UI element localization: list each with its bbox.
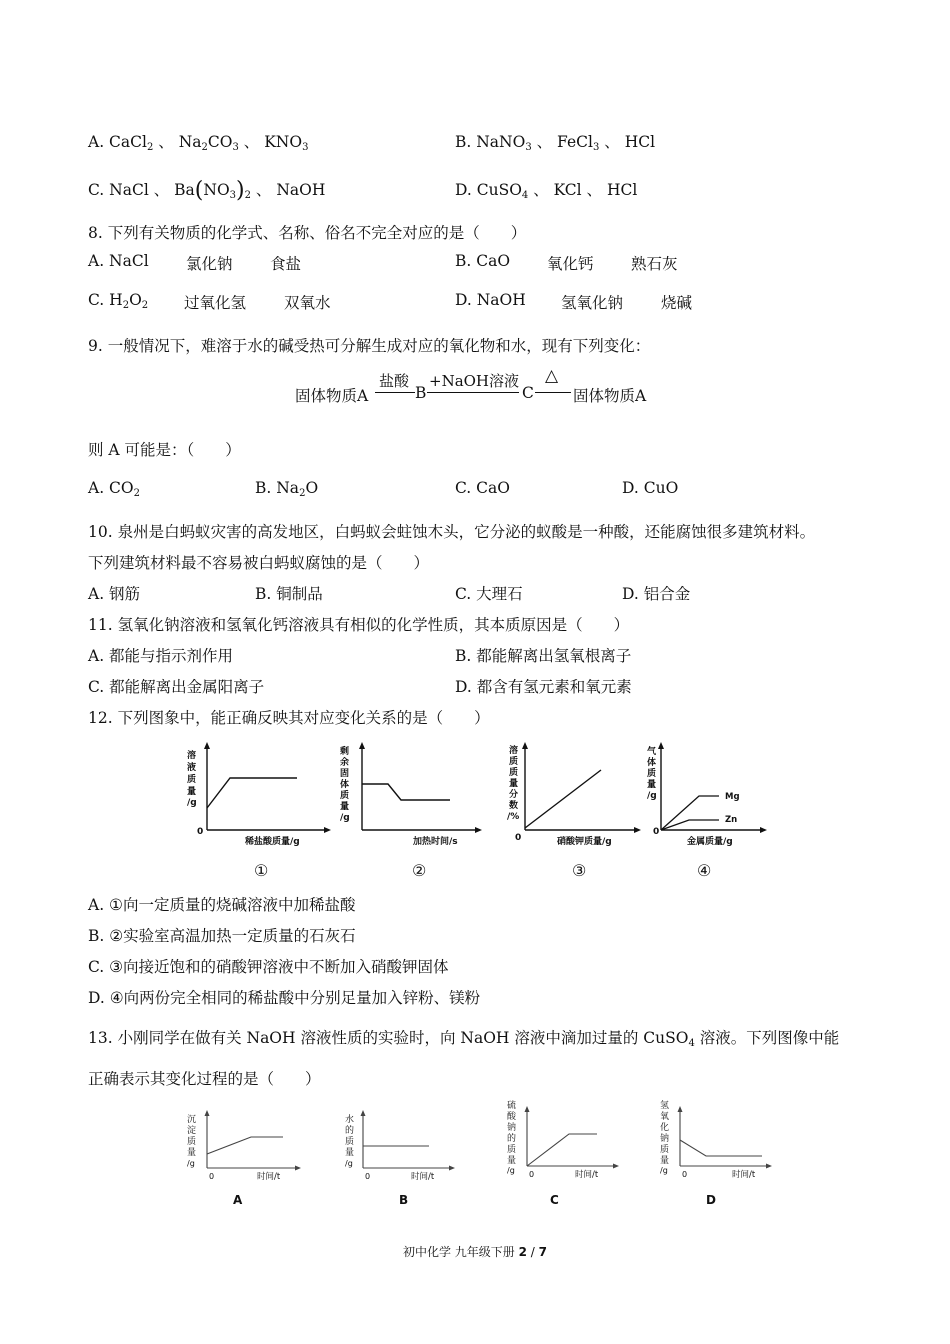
svg-text:数: 数	[509, 801, 519, 811]
q12-caption-2: ②	[412, 861, 427, 880]
x-axis-label: 时间/t	[411, 1172, 435, 1182]
q10-option-d: D. 铝合金	[622, 585, 691, 603]
svg-text:量: 量	[647, 780, 657, 790]
svg-text:的: 的	[345, 1126, 355, 1136]
origin-label: 0	[529, 1170, 535, 1179]
q12-option-d: D. ④向两份完全相同的稀盐酸中分别足量加入锌粉、镁粉	[88, 989, 481, 1007]
origin-label: 0	[209, 1172, 215, 1181]
x-axis-label: 时间/t	[732, 1170, 756, 1180]
q12-option-a: A. ①向一定质量的烧碱溶液中加稀盐酸	[88, 896, 356, 914]
origin-label: 0	[653, 827, 660, 837]
svg-text:量: 量	[660, 1156, 670, 1166]
svg-text:质: 质	[340, 791, 350, 801]
q9-option-b: B. $Na_2O$	[255, 479, 319, 499]
svg-text:淀: 淀	[187, 1126, 197, 1136]
series-label-zn: Zn	[725, 815, 738, 825]
svg-text:/g: /g	[187, 1159, 195, 1168]
q7-option-c: C. NaCl 、 $Ba(NO_3)_2$ 、 NaOH	[88, 178, 326, 203]
q11-option-c: C. 都能解离出金属阳离子	[88, 678, 265, 696]
q8-option-a: A. NaCl 氯化钠 食盐	[88, 252, 302, 273]
svg-text:/g: /g	[345, 1159, 353, 1168]
q9-option-a: A. $CO_2$	[88, 479, 140, 499]
q12-caption-3: ③	[572, 861, 587, 880]
q9-option-d: D. CuO	[622, 479, 679, 497]
svg-text:体: 体	[340, 780, 350, 790]
q7-option-a: A. CaCl$_2$ 、 $Na_2CO_3$ 、 $KNO_3$	[88, 133, 309, 153]
graph-caption: A	[233, 1193, 243, 1207]
q9-option-c: C. CaO	[455, 479, 510, 497]
svg-text:质: 质	[509, 757, 519, 767]
svg-text:钠: 钠	[507, 1123, 517, 1133]
q9-reaction-scheme: 固体物质A 盐酸 B +NaOH溶液 C △ 固体物质A	[295, 366, 647, 405]
x-axis-label: 稀盐酸质量/g	[245, 837, 300, 847]
svg-text:质: 质	[187, 775, 197, 785]
q12-caption-4: ④	[697, 861, 712, 880]
q13-graph-b	[343, 1108, 483, 1208]
q12-option-c: C. ③向接近饱和的硝酸钾溶液中不断加入硝酸钾固体	[88, 958, 449, 976]
svg-text:量: 量	[340, 802, 350, 812]
origin-label: 0	[365, 1172, 371, 1181]
page-total: 7	[538, 1245, 548, 1259]
svg-text:量: 量	[507, 1156, 517, 1166]
svg-text:的: 的	[507, 1134, 517, 1144]
x-axis-label: 加热时间/s	[413, 837, 458, 847]
svg-text:质: 质	[509, 768, 519, 778]
q8-option-c: C. $H_2O_2$ 过氧化氢 双氧水	[88, 291, 331, 312]
svg-text:/g: /g	[647, 791, 657, 801]
y-axis-label: 剩	[340, 747, 350, 757]
q11-option-b: B. 都能解离出氢氧根离子	[455, 647, 632, 665]
origin-label: 0	[515, 833, 522, 843]
q7-option-d: D. CuSO$_4$ 、 KCl 、 HCl	[455, 181, 638, 201]
q7-option-b: B. NaNO$_3$ 、 FeCl$_3$ 、 HCl	[455, 133, 656, 153]
page-footer: 初中化学 九年级下册 2 / 7	[402, 1245, 548, 1259]
q10-stem-line2: 下列建筑材料最不容易被白蚂蚁腐蚀的是（ ）	[88, 554, 430, 572]
q12-graph-3	[505, 740, 665, 852]
q12-caption-1: ①	[254, 861, 269, 880]
svg-text:氧: 氧	[660, 1112, 670, 1122]
x-axis-label: 硝酸钾质量/g	[557, 837, 612, 847]
y-axis-label: 硫	[507, 1101, 517, 1111]
svg-text:/g: /g	[187, 798, 197, 808]
q10-option-c: C. 大理石	[455, 585, 523, 603]
y-axis-label: 氢	[660, 1101, 670, 1111]
svg-text:质: 质	[507, 1145, 517, 1155]
svg-text:质: 质	[660, 1145, 670, 1155]
q13-graph-c	[505, 1098, 645, 1208]
q12-graph-1	[185, 740, 345, 852]
x-axis-label: 时间/t	[575, 1170, 599, 1180]
q12-graph-4	[643, 740, 783, 852]
q11-option-d: D. 都含有氢元素和氧元素	[455, 678, 632, 696]
q13-stem-line2: 正确表示其变化过程的是（ ）	[88, 1070, 321, 1088]
page-number: 2	[518, 1245, 527, 1259]
q10-option-b: B. 铜制品	[255, 585, 323, 603]
y-axis-label: 水	[345, 1115, 355, 1125]
svg-text:量: 量	[187, 1148, 197, 1158]
q9-stem: 9. 一般情况下，难溶于水的碱受热可分解生成对应的氧化物和水，现有下列变化：	[88, 337, 651, 355]
q12-graph-2	[338, 740, 498, 852]
q12-option-b: B. ②实验室高温加热一定质量的石灰石	[88, 927, 356, 945]
q11-option-a: A. 都能与指示剂作用	[88, 647, 234, 665]
svg-text:质: 质	[187, 1137, 197, 1147]
graph-caption: B	[399, 1193, 409, 1207]
q8-stem: 8. 下列有关物质的化学式、名称、俗名不完全对应的是（ ）	[88, 224, 527, 242]
q8-option-d: D. NaOH 氢氧化钠 烧碱	[455, 291, 693, 312]
svg-text:量: 量	[187, 787, 197, 797]
svg-text:/%: /%	[507, 812, 520, 822]
q9-ask: 则 A 可能是：（ ）	[88, 441, 241, 459]
q12-stem: 12. 下列图象中，能正确反映其对应变化关系的是（ ）	[88, 709, 490, 727]
svg-text:余: 余	[340, 758, 350, 768]
origin-label: 0	[682, 1170, 688, 1179]
y-axis-label: 溶	[187, 751, 197, 761]
q13-graph-d	[658, 1098, 798, 1208]
svg-text:钠: 钠	[660, 1134, 670, 1144]
y-axis-label: 气	[647, 747, 657, 757]
svg-text:固: 固	[340, 769, 350, 779]
svg-text:液: 液	[187, 763, 197, 773]
q10-option-a: A. 钢筋	[88, 585, 141, 603]
q11-stem: 11. 氢氧化钠溶液和氢氧化钙溶液具有相似的化学性质，其本质原因是（ ）	[88, 616, 630, 634]
svg-text:体: 体	[647, 758, 657, 768]
series-label-mg: Mg	[725, 792, 740, 802]
graph-caption: D	[706, 1193, 716, 1207]
svg-text:/g: /g	[507, 1166, 515, 1175]
x-axis-label: 时间/t	[257, 1172, 281, 1182]
svg-text:质: 质	[345, 1137, 355, 1147]
svg-text:酸: 酸	[507, 1112, 517, 1122]
svg-text:量: 量	[345, 1148, 355, 1158]
svg-text:化: 化	[660, 1123, 670, 1133]
q13-graph-a	[185, 1108, 325, 1208]
y-axis-label: 溶	[509, 746, 519, 756]
svg-text:量: 量	[509, 779, 519, 789]
svg-text:/g: /g	[340, 813, 350, 823]
y-axis-label: 沉	[187, 1115, 197, 1125]
svg-text:/g: /g	[660, 1166, 668, 1175]
graph-caption: C	[550, 1193, 559, 1207]
x-axis-label: 金属质量/g	[687, 837, 733, 847]
origin-label: 0	[197, 827, 204, 837]
q10-stem-line1: 10. 泉州是白蚂蚁灾害的高发地区，白蚂蚁会蛀蚀木头，它分泌的蚁酸是一种酸，还能腐蚀很多建筑材料。	[88, 523, 816, 541]
svg-text:质: 质	[647, 769, 657, 779]
q13-stem-line1: 13. 小刚同学在做有关 NaOH 溶液性质的实验时，向 NaOH 溶液中滴加过量的 CuSO$_4$ 溶液。下列图像中能	[88, 1029, 840, 1049]
q8-option-b: B. CaO 氧化钙 熟石灰	[455, 252, 678, 273]
svg-text:分: 分	[509, 790, 519, 800]
